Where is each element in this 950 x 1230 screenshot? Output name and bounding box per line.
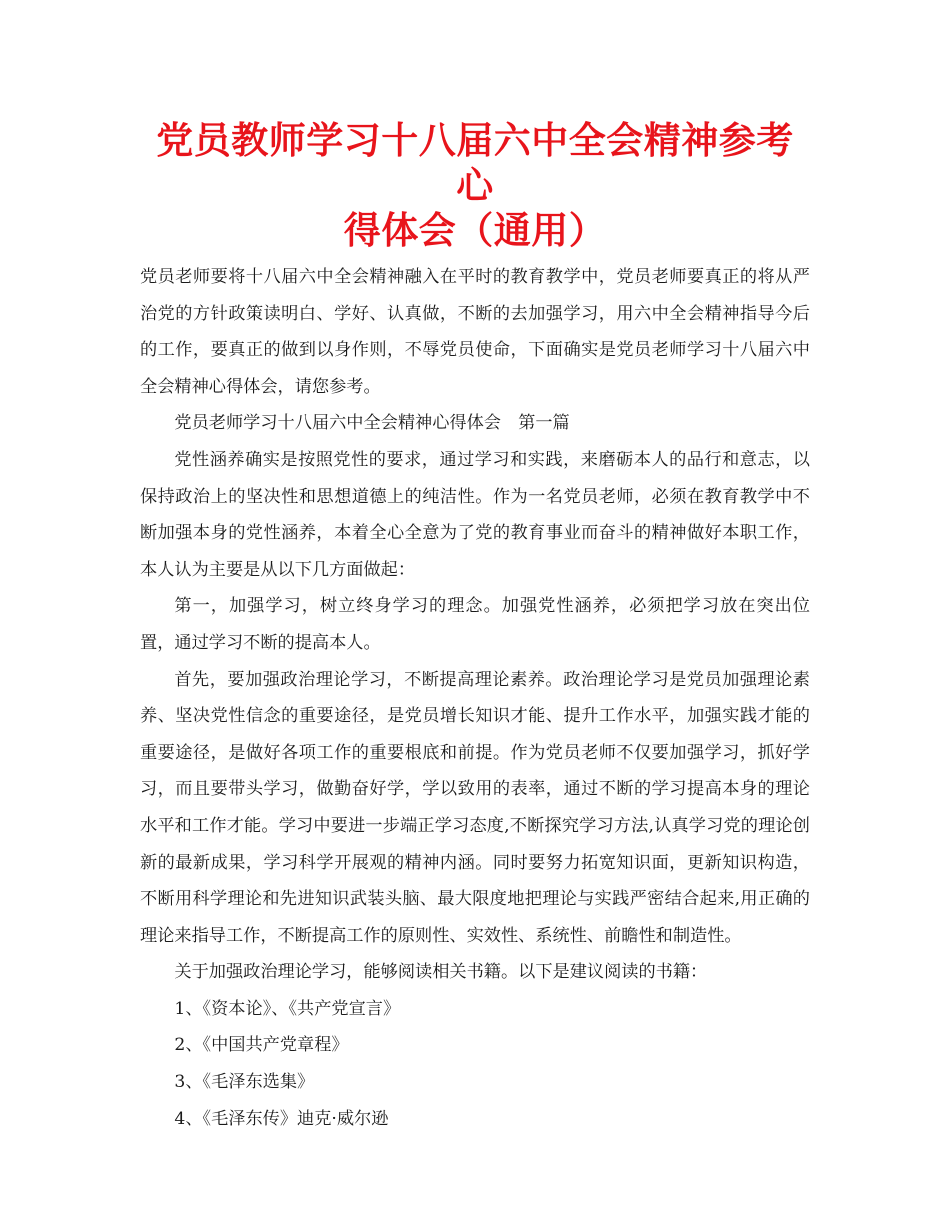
- document-body: [140, 259, 810, 1137]
- book-list-item: 4、《毛泽东传》迪克·威尔逊: [174, 1108, 389, 1129]
- intro-paragraph: 党员老师要将十八届六中全会精神融入在平时的教育教学中，党员老师要真正的将从严治党的方针政策读明白、学好、认真做，不断的去加强学习，用六中全会精神指导今后的工作，要真正的做到以身作则，不辱党员使命，下面确实是党员老师学习十八届六中全会精神心得体会，请您参考。: [140, 267, 810, 397]
- body-paragraph: 第一，加强学习，树立终身学习的理念。加强党性涵养，必须把学习放在突出位置，通过学习不断的提高本人。: [140, 596, 810, 653]
- body-paragraph: 关于加强政治理论学习，能够阅读相关书籍。以下是建议阅读的书籍：: [174, 962, 708, 983]
- book-list-item: 1、《资本论》、《共产党宣言》: [174, 998, 401, 1019]
- title-line-1: 党员教师学习十八届六中全会精神参考心: [156, 119, 794, 207]
- body-paragraph: 首先，要加强政治理论学习，不断提高理论素养。政治理论学习是党员加强理论素养、坚决党性信念的重要途径，是党员增长知识才能、提升工作水平，加强实践才能的重要途径，是做好各项工作的重要根底和前提。作为党员老师不仅要加强学习，抓好学习，而且要带头学习，做勤奋好学，学以致用的表率，通过不断的学习提高本身的理论水平和工作才能。学习中要进一步端正学习态度,不断探究学习方法,认真学习党的理论创新的最新成果，学习科学开展观的精神内涵。同时要努力拓宽知识面，更新知识构造，不断用科学理论和先进知识武装头脑、最大限度地把理论与实践严密结合起来,用正确的理论来指导工作，不断提高工作的原则性、实效性、系统性、前瞻性和制造性。: [140, 669, 810, 946]
- body-paragraph: 党性涵养确实是按照党性的要求，通过学习和实践，来磨砺本人的品行和意志，以保持政治上的坚决性和思想道德上的纯洁性。作为一名党员老师，必须在教育教学中不断加强本身的党性涵养，本着全心全意为了党的教育事业而奋斗的精神做好本职工作，本人认为主要是从以下几方面做起：: [140, 449, 810, 580]
- title-line-2: 得体会（通用）: [343, 209, 607, 252]
- book-list-item: 2、《中国共产党章程》: [174, 1035, 349, 1056]
- document-title: [140, 118, 810, 253]
- section-heading: 党员老师学习十八届六中全会精神心得体会 第一篇: [174, 413, 570, 434]
- book-list-item: 3、《毛泽东选集》: [174, 1072, 315, 1093]
